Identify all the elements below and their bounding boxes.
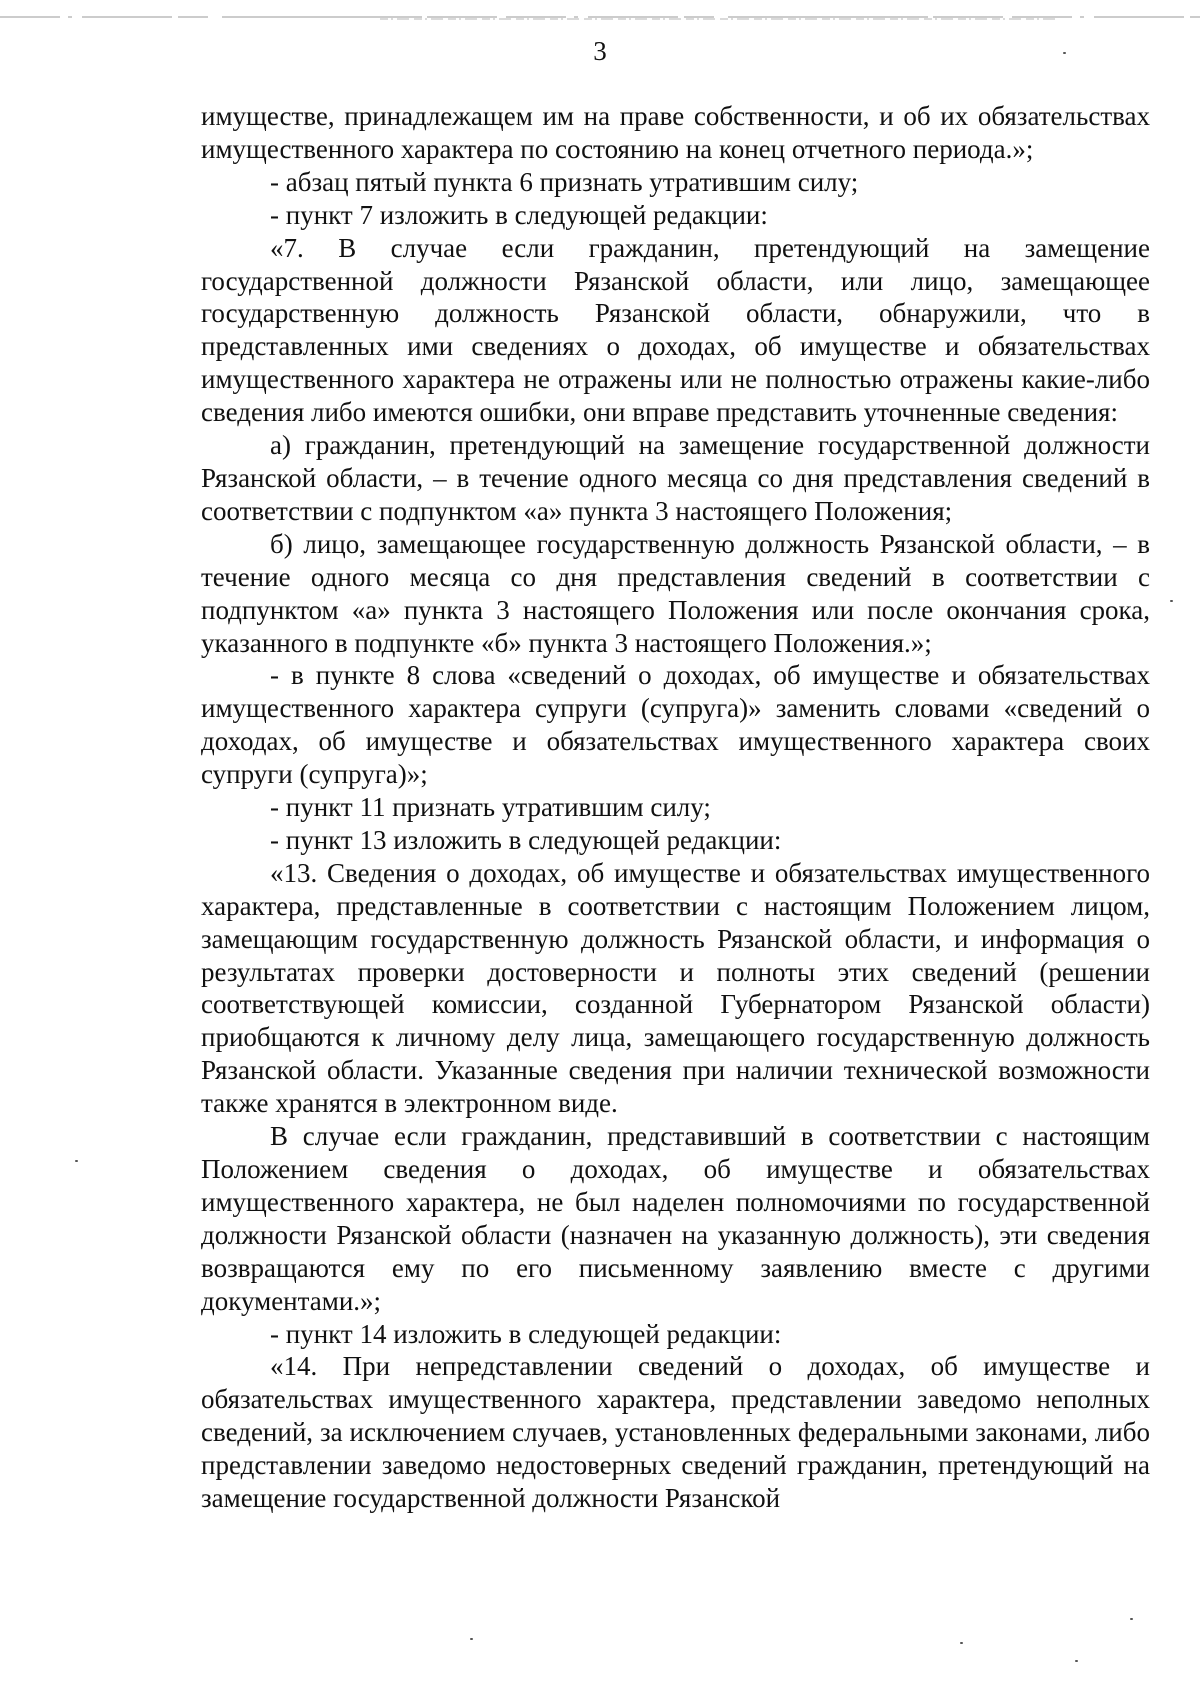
paragraph: - в пункте 8 слова «сведений о доходах, об имуществе и обязательствах имущественного характера супруги (супруга)» заменить словами «сведений о доходах, об имуществе и обязательствах имущественного характера своих супруги (супруга)»; bbox=[201, 660, 1150, 790]
scan-speck bbox=[1063, 52, 1066, 54]
scan-speck bbox=[960, 1642, 963, 1644]
paragraph: - пункт 7 изложить в следующей редакции: bbox=[270, 199, 768, 230]
scan-speck bbox=[1170, 600, 1173, 602]
paragraph: имуществе, принадлежащем им на праве собственности, и об их обязательствах имущественного характера по состоянию на конец отчетного периода.»; bbox=[201, 101, 1150, 164]
scan-speck bbox=[75, 1160, 78, 1162]
scan-speck bbox=[1075, 1660, 1078, 1662]
paragraph: - абзац пятый пункта 6 признать утратившим силу; bbox=[270, 166, 859, 197]
paragraph: - пункт 11 признать утратившим силу; bbox=[270, 792, 711, 823]
paragraph: «14. При непредставлении сведений о доходах, об имуществе и обязательствах имущественного характера, представлении заведомо неполных сведений, за исключением случаев, установленных федеральными законами, либо представлении заведомо недостоверных сведений гражданин, претендующий на замещение государственной должности Рязанской bbox=[201, 1351, 1150, 1514]
scan-speck bbox=[470, 1638, 473, 1640]
paragraph: В случае если гражданин, представивший в соответствии с настоящим Положением сведения о доходах, об имуществе и обязательствах имущественного характера, не был наделен полномочиями по государственной должности Рязанской области (назначен на указанную должность), эти сведения возвращаются ему по его письменному заявлению вместе с другими документами.»; bbox=[201, 1121, 1150, 1316]
paragraph: - пункт 13 изложить в следующей редакции: bbox=[270, 824, 782, 855]
paragraph: «13. Сведения о доходах, об имуществе и обязательствах имущественного характера, представленные в соответствии с настоящим Положением лицом, замещающим государственную должность Рязанской области, и информация о результатах проверки достоверности и полноты этих сведений (решении соответствующей комиссии, созданной Губернатором Рязанской области) приобщаются к личному делу лица, замещающего государственную должность Рязанской области. Указанные сведения при наличии технической возможности также хранятся в электронном виде. bbox=[201, 857, 1150, 1119]
document-body bbox=[201, 100, 1150, 1515]
paragraph: «7. В случае если гражданин, претендующий на замещение государственной должности Рязанской области, или лицо, замещающее государственную должность Рязанской области, обнаружили, что в представленных ими сведениях о доходах, об имуществе и обязательствах имущественного характера не отражены или не полностью отражены какие-либо сведения либо имеются ошибки, они вправе представить уточненные сведения: bbox=[201, 232, 1150, 428]
paragraph: - пункт 14 изложить в следующей редакции: bbox=[270, 1318, 782, 1349]
paragraph: б) лицо, замещающее государственную должность Рязанской области, – в течение одного месяца со дня представления сведений в соответствии с подпунктом «а» пункта 3 настоящего Положения или после окончания срока, указанного в подпункте «б» пункта 3 настоящего Положения.»; bbox=[201, 528, 1150, 658]
page-number: 3 bbox=[593, 36, 607, 66]
scan-speck bbox=[1130, 1618, 1133, 1620]
paragraph: а) гражданин, претендующий на замещение государственной должности Рязанской области, – в течение одного месяца со дня представления сведений в соответствии с подпунктом «а» пункта 3 настоящего Положения; bbox=[201, 430, 1150, 526]
scan-edge-marks bbox=[0, 14, 1200, 22]
